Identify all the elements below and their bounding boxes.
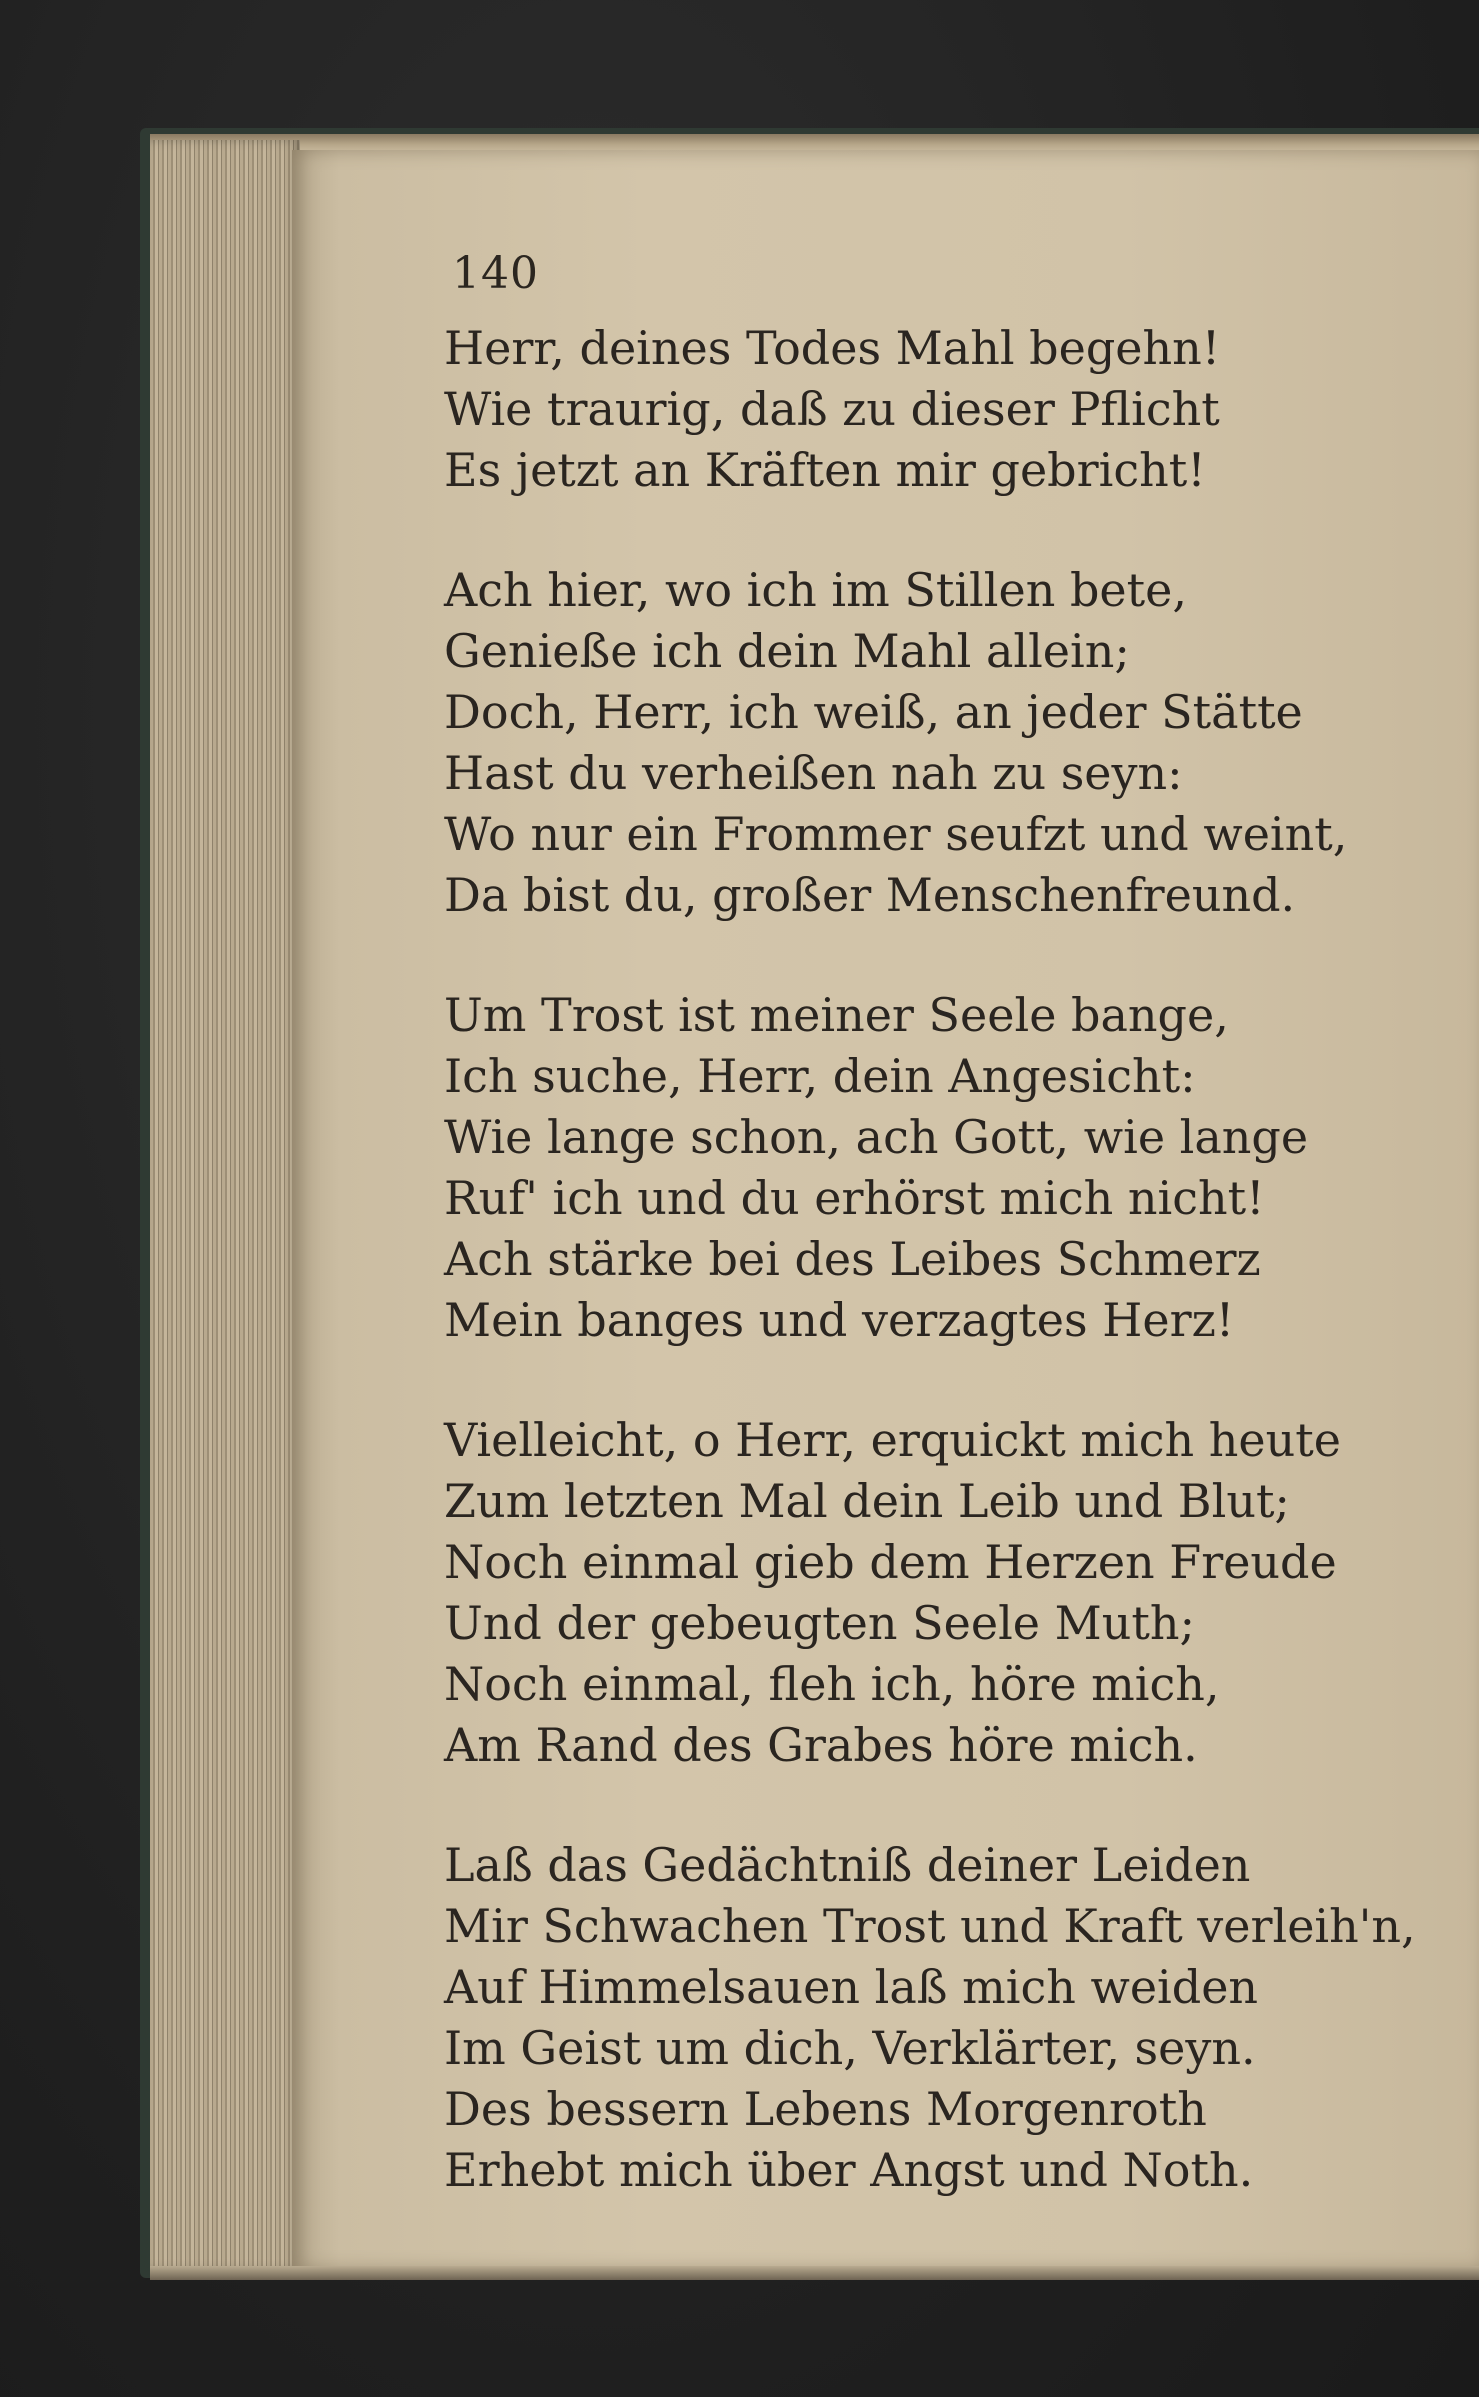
verse-line: Mein banges und verzagtes Herz! [444,1293,1235,1347]
verse-line: Des bessern Lebens Morgenroth [444,2082,1207,2136]
verse-line: Erhebt mich über Angst und Noth. [444,2143,1254,2197]
stanza-1 [444,318,1404,501]
page-stack [150,140,300,2270]
stanza-3 [444,985,1404,1351]
verse-line: Wo nur ein Frommer seufzt und weint, [444,807,1348,861]
page-number: 140 [452,248,539,299]
verse-line: Ach stärke bei des Leibes Schmerz [444,1232,1261,1286]
verse-line: Es jetzt an Kräften mir gebricht! [444,443,1206,497]
verse-line: Laß das Gedächtniß deiner Leiden [444,1838,1251,1892]
verse-line: Ich suche, Herr, dein Angesicht: [444,1049,1196,1103]
verse-line: Und der gebeugten Seele Muth; [444,1596,1195,1650]
verse-line: Noch einmal gieb dem Herzen Freude [444,1535,1337,1589]
verse-line: Mir Schwachen Trost und Kraft verleih'n, [444,1899,1416,1953]
verse-line: Wie lange schon, ach Gott, wie lange [444,1110,1309,1164]
verse-line: Ruf' ich und du erhörst mich nicht! [444,1171,1265,1225]
verse-line: Herr, deines Todes Mahl begehn! [444,321,1221,375]
verse-line: Wie traurig, daß zu dieser Pflicht [444,382,1220,436]
stanza-4 [444,1410,1404,1776]
verse-line: Doch, Herr, ich weiß, an jeder Stätte [444,685,1303,739]
verse-line: Auf Himmelsauen laß mich weiden [444,1960,1259,2014]
verse-line: Vielleicht, o Herr, erquickt mich heute [444,1413,1341,1467]
verse-line: Genieße ich dein Mahl allein; [444,624,1130,678]
page-bottom-edge [150,2266,1479,2280]
poem-text [444,318,1416,2260]
verse-line: Ach hier, wo ich im Stillen bete, [444,563,1187,617]
verse-line: Zum letzten Mal dein Leib und Blut; [444,1474,1290,1528]
stanza-2 [444,560,1404,926]
verse-line: Da bist du, großer Menschenfreund. [444,868,1296,922]
verse-line: Noch einmal, fleh ich, höre mich, [444,1657,1220,1711]
verse-line: Am Rand des Grabes höre mich. [444,1718,1198,1772]
stanza-5 [444,1835,1416,2201]
verse-line: Hast du verheißen nah zu seyn: [444,746,1183,800]
verse-line: Um Trost ist meiner Seele bange, [444,988,1229,1042]
verse-line: Im Geist um dich, Verklärter, seyn. [444,2021,1256,2075]
